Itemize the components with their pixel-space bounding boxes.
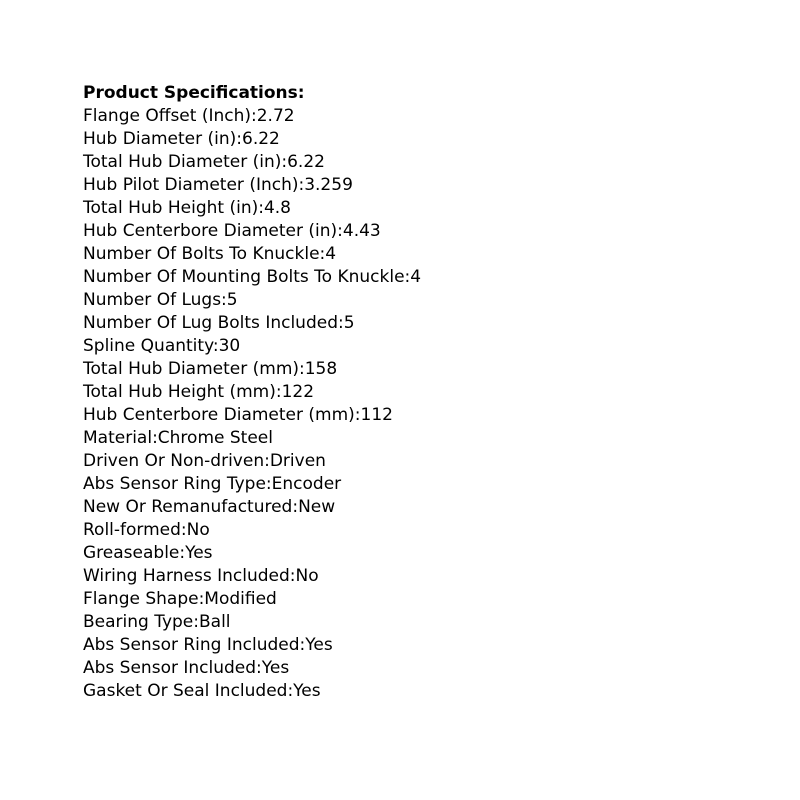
spec-hub-centerbore-diameter-mm: Hub Centerbore Diameter (mm):112	[83, 405, 393, 425]
spec-hub-centerbore-diameter-in: Hub Centerbore Diameter (in):4.43	[83, 221, 381, 241]
spec-greaseable: Greaseable:Yes	[83, 543, 213, 563]
specifications-heading: Product Specifications:	[83, 83, 305, 103]
spec-bearing-type: Bearing Type:Ball	[83, 612, 231, 632]
spec-total-hub-height-mm: Total Hub Height (mm):122	[83, 382, 315, 402]
spec-gasket-or-seal-included: Gasket Or Seal Included:Yes	[83, 681, 321, 701]
spec-total-hub-diameter-mm: Total Hub Diameter (mm):158	[83, 359, 338, 379]
spec-hub-diameter-in: Hub Diameter (in):6.22	[83, 129, 280, 149]
spec-wiring-harness-included: Wiring Harness Included:No	[83, 566, 319, 586]
spec-number-of-lugs: Number Of Lugs:5	[83, 290, 238, 310]
spec-abs-sensor-ring-type: Abs Sensor Ring Type:Encoder	[83, 474, 342, 494]
spec-total-hub-height-in: Total Hub Height (in):4.8	[83, 198, 291, 218]
spec-abs-sensor-ring-included: Abs Sensor Ring Included:Yes	[83, 635, 333, 655]
specifications-list	[83, 105, 763, 703]
spec-hub-pilot-diameter-inch: Hub Pilot Diameter (Inch):3.259	[83, 175, 353, 195]
spec-abs-sensor-included: Abs Sensor Included:Yes	[83, 658, 290, 678]
spec-flange-offset-inch: Flange Offset (Inch):2.72	[83, 106, 295, 126]
spec-flange-shape: Flange Shape:Modified	[83, 589, 277, 609]
spec-roll-formed: Roll-formed:No	[83, 520, 210, 540]
spec-bolts-to-knuckle: Number Of Bolts To Knuckle:4	[83, 244, 337, 264]
spec-mounting-bolts-to-knuckle: Number Of Mounting Bolts To Knuckle:4	[83, 267, 422, 287]
spec-total-hub-diameter-in: Total Hub Diameter (in):6.22	[83, 152, 325, 172]
product-specifications	[83, 82, 763, 703]
spec-new-or-remanufactured: New Or Remanufactured:New	[83, 497, 336, 517]
spec-driven-or-non-driven: Driven Or Non-driven:Driven	[83, 451, 326, 471]
spec-lug-bolts-included: Number Of Lug Bolts Included:5	[83, 313, 355, 333]
spec-spline-quantity: Spline Quantity:30	[83, 336, 241, 356]
spec-material: Material:Chrome Steel	[83, 428, 273, 448]
